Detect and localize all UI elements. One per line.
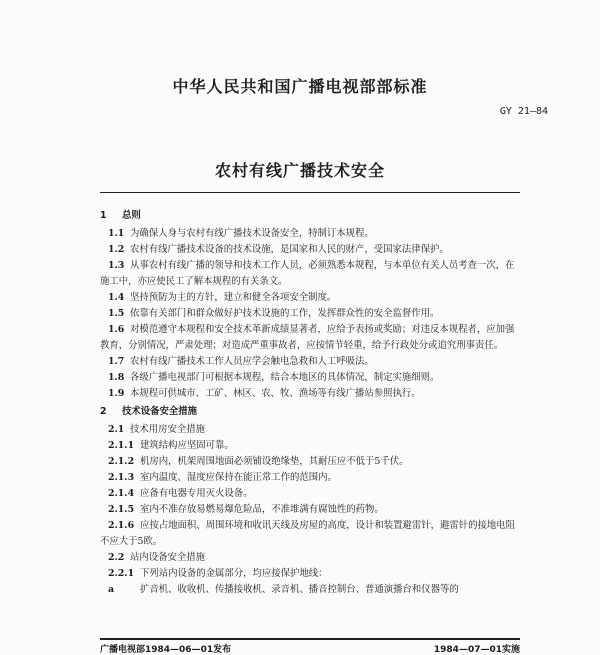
clause-2-1-4: 2.1.4 应备有电器专用灭火设备。	[108, 488, 253, 499]
clause-2-1-6: 2.1.6 应按占地面积、周围环境和收讯天线及房屋的高度，设计和装置避雷针，避雷针的接地电阻不应大于5欧。	[100, 520, 516, 547]
clause-2-2: 2.2 站内设备安全措施	[108, 552, 206, 563]
standard-header-title: 中华人民共和国广播电视部部标准	[172, 77, 428, 96]
clause-2-2-1-a: a 扩音机、收收机、传播接收机、录音机、播音控制台、普通演播台和仪器等的	[108, 584, 459, 595]
footer	[100, 642, 520, 654]
clause-1-5: 1.5 依靠有关部门和群众做好护技术设施的工作，发挥群众性的安全监督作用。	[108, 308, 440, 319]
clause-1-7: 1.7 农村有线广播技术工作人员应学会触电急救和人工呼吸法。	[108, 356, 374, 367]
clause-1-1: 1.1 为确保人身与农村有线广播技术设备安全，特制订本规程。	[108, 228, 374, 239]
clause-2-1-5: 2.1.5 室内不准存放易燃易爆危险品，不准堆满有腐蚀性的药物。	[108, 504, 384, 515]
bottom-divider	[100, 638, 520, 640]
section-heading-2: 2 技术设备安全措施	[100, 406, 198, 417]
clause-1-6: 1.6 对模范遵守本规程和安全技术革新成绩显著者，应给予表扬或奖励；对违反本规程者，应加强教育，分别情况，严肃处理；对造成严重事故者，应按情节轻重，给予行政处分或追究刑事责任。	[100, 324, 515, 351]
clause-2-1-1: 2.1.1 建筑结构应坚固可靠。	[108, 440, 234, 451]
clause-1-8: 1.8 各级广播电视部门可根据本规程，结合本地区的具体情况，制定实施细则。	[108, 372, 440, 383]
clause-1-2: 1.2 农村有线广播技术设备的技术设施，是国家和人民的财产，受国家法律保护。	[108, 244, 449, 255]
document-body	[100, 206, 520, 598]
section-heading-1: 1 总则	[100, 210, 141, 221]
clause-1-9: 1.9 本规程可供城市、工矿、林区、农、牧、渔场等有线广播站参照执行。	[108, 388, 421, 399]
issue-date: 广播电视部1984—06—01发布	[100, 645, 232, 655]
clause-1-3: 1.3 从事农村有线广播的领导和技术工作人员，必须熟悉本规程，与本单位有关人员考查一次，在施工中，亦应使民工了解本规程的有关条文。	[100, 260, 515, 287]
effective-date: 1984—07—01实施	[433, 645, 520, 655]
clause-2-2-1: 2.2.1 下列站内设备的金属部分，均应接保护地线：	[108, 568, 328, 579]
clause-1-4: 1.4 坚持预防为主的方针，建立和健全各项安全制度。	[108, 292, 337, 303]
top-divider	[100, 192, 520, 193]
clause-2-1-3: 2.1.3 室内温度、湿度应保持在能正常工作的范围内。	[108, 472, 337, 483]
standard-code: GY 21—84	[499, 106, 548, 117]
clause-2-1-2: 2.1.2 机房内，机架周围地面必须铺设绝缘垫，其耐压应不低于5千伏。	[108, 456, 409, 467]
page-title: 农村有线广播技术安全	[214, 161, 385, 180]
clause-2-1: 2.1 技术用房安全措施	[108, 424, 206, 435]
